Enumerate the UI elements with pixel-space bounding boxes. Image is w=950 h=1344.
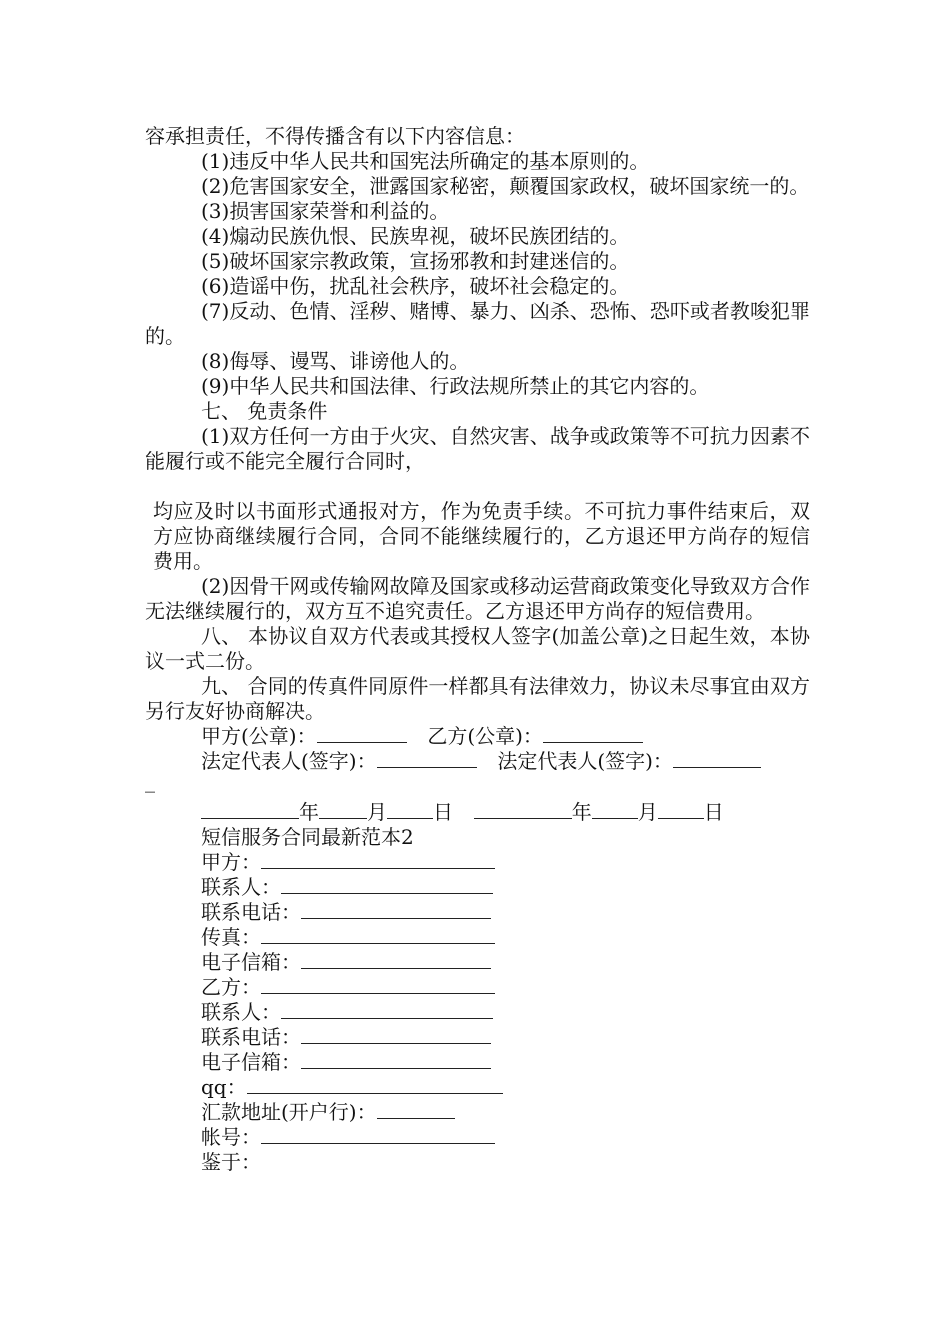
force-majeure-2: (2)因骨干网或传输网故障及国家或移动运营商政策变化导致双方合作无法继续履行的，双方互不追究责任。乙方退还甲方尚存的短信费用。 bbox=[145, 574, 810, 623]
date-row bbox=[145, 800, 810, 825]
clause-item-9: (9)中华人民共和国法律、行政法规所禁止的其它内容的。 bbox=[201, 374, 710, 398]
clause-item-6: (6)造谣中伤，扰乱社会秩序，破坏社会稳定的。 bbox=[201, 274, 630, 298]
date-a-year-blank[interactable] bbox=[201, 800, 299, 819]
form-field-email-b bbox=[145, 1050, 810, 1075]
field-blank[interactable] bbox=[301, 900, 491, 919]
field-blank[interactable] bbox=[261, 850, 495, 869]
date-b-month-blank[interactable] bbox=[592, 800, 638, 819]
date-a-day-label: 日 bbox=[433, 800, 453, 824]
trailing-underscore: _ bbox=[145, 769, 155, 793]
field-label: 联系电话： bbox=[201, 900, 301, 924]
field-blank[interactable] bbox=[301, 1025, 491, 1044]
date-b-year-label: 年 bbox=[571, 800, 592, 824]
date-b-day-blank[interactable] bbox=[658, 800, 704, 819]
blank-line bbox=[145, 474, 810, 499]
clause-item-8: (8)侮辱、谩骂、诽谤他人的。 bbox=[201, 349, 470, 373]
field-label: 电子信箱： bbox=[201, 1050, 301, 1074]
form-field-contact-a bbox=[145, 875, 810, 900]
seal-row bbox=[145, 724, 810, 749]
legal-rep-row bbox=[145, 749, 810, 774]
field-label: 甲方： bbox=[201, 850, 261, 874]
party-b-seal-blank[interactable] bbox=[543, 724, 643, 743]
date-b-month-label: 月 bbox=[637, 800, 658, 824]
legal-rep-a-label: 法定代表人(签字)： bbox=[201, 749, 377, 773]
field-label: qq： bbox=[201, 1075, 247, 1099]
form-field-remit-address bbox=[145, 1100, 810, 1125]
form-title: 短信服务合同最新范本2 bbox=[201, 825, 414, 849]
form-field-account bbox=[145, 1125, 810, 1150]
field-blank[interactable] bbox=[377, 1100, 455, 1119]
field-blank[interactable] bbox=[247, 1075, 503, 1094]
clause-item-1: (1)违反中华人民共和国宪法所确定的基本原则的。 bbox=[201, 149, 650, 173]
date-a-month-label: 月 bbox=[367, 800, 387, 824]
party-b-seal-label: 乙方(公章)： bbox=[427, 724, 543, 748]
form-field-party-b bbox=[145, 975, 810, 1000]
field-label: 电子信箱： bbox=[201, 950, 301, 974]
form-field-whereas bbox=[145, 1150, 810, 1175]
form-field-party-a bbox=[145, 850, 810, 875]
form-field-phone-a bbox=[145, 900, 810, 925]
form-fields bbox=[145, 850, 810, 1175]
party-a-seal-blank[interactable] bbox=[317, 724, 407, 743]
force-majeure-1: (1)双方任何一方由于火灾、自然灾害、战争或政策等不可抗力因素不能履行或不能完全履行合同时， bbox=[145, 424, 810, 473]
field-blank[interactable] bbox=[261, 1125, 495, 1144]
date-a-year-label: 年 bbox=[299, 800, 319, 824]
field-label: 乙方： bbox=[201, 975, 261, 999]
field-label: 鉴于： bbox=[201, 1150, 261, 1174]
section-9: 九、 合同的传真件同原件一样都具有法律效力，协议未尽事宜由双方另行友好协商解决。 bbox=[145, 674, 810, 723]
field-blank[interactable] bbox=[301, 1050, 491, 1069]
field-label: 汇款地址(开户行)： bbox=[201, 1100, 377, 1124]
field-blank[interactable] bbox=[261, 925, 495, 944]
form-field-phone-b bbox=[145, 1025, 810, 1050]
clause-item-5: (5)破坏国家宗教政策，宣扬邪教和封建迷信的。 bbox=[201, 249, 630, 273]
clause-item-2: (2)危害国家安全，泄露国家秘密，颠覆国家政权，破坏国家统一的。 bbox=[201, 174, 810, 198]
date-a-day-blank[interactable] bbox=[387, 800, 433, 819]
date-b-day-label: 日 bbox=[703, 800, 724, 824]
field-label: 联系人： bbox=[201, 1000, 281, 1024]
section-heading-7: 七、 免责条件 bbox=[201, 399, 328, 423]
date-a-month-blank[interactable] bbox=[319, 800, 367, 819]
force-majeure-1-continued: 均应及时以书面形式通报对方，作为免责手续。不可抗力事件结束后，双方应协商继续履行合同，合同不能继续履行的，乙方退还甲方尚存的短信费用。 bbox=[153, 499, 810, 573]
paragraph-continued: 容承担责任，不得传播含有以下内容信息： bbox=[145, 124, 525, 148]
legal-rep-b-label: 法定代表人(签字)： bbox=[497, 749, 673, 773]
field-blank[interactable] bbox=[301, 950, 491, 969]
legal-rep-a-blank[interactable] bbox=[377, 749, 477, 768]
date-b-year-blank[interactable] bbox=[474, 800, 572, 819]
clause-item-4: (4)煽动民族仇恨、民族卑视，破坏民族团结的。 bbox=[201, 224, 630, 248]
field-blank[interactable] bbox=[261, 975, 495, 994]
party-a-seal-label: 甲方(公章)： bbox=[201, 724, 317, 748]
legal-rep-b-blank[interactable] bbox=[673, 749, 761, 768]
form-field-email-a bbox=[145, 950, 810, 975]
field-blank[interactable] bbox=[281, 1000, 493, 1019]
form-field-qq bbox=[145, 1075, 810, 1100]
field-label: 联系电话： bbox=[201, 1025, 301, 1049]
field-label: 传真： bbox=[201, 925, 261, 949]
clause-item-7: (7)反动、色情、淫秽、赌博、暴力、凶杀、恐怖、恐吓或者教唆犯罪的。 bbox=[145, 299, 810, 348]
section-8: 八、 本协议自双方代表或其授权人签字(加盖公章)之日起生效，本协议一式二份。 bbox=[145, 624, 810, 673]
field-label: 帐号： bbox=[201, 1125, 261, 1149]
field-label: 联系人： bbox=[201, 875, 281, 899]
form-field-fax bbox=[145, 925, 810, 950]
clause-item-3: (3)损害国家荣誉和利益的。 bbox=[201, 199, 450, 223]
form-field-contact-b bbox=[145, 1000, 810, 1025]
document-page bbox=[145, 124, 810, 1175]
field-blank[interactable] bbox=[281, 875, 493, 894]
